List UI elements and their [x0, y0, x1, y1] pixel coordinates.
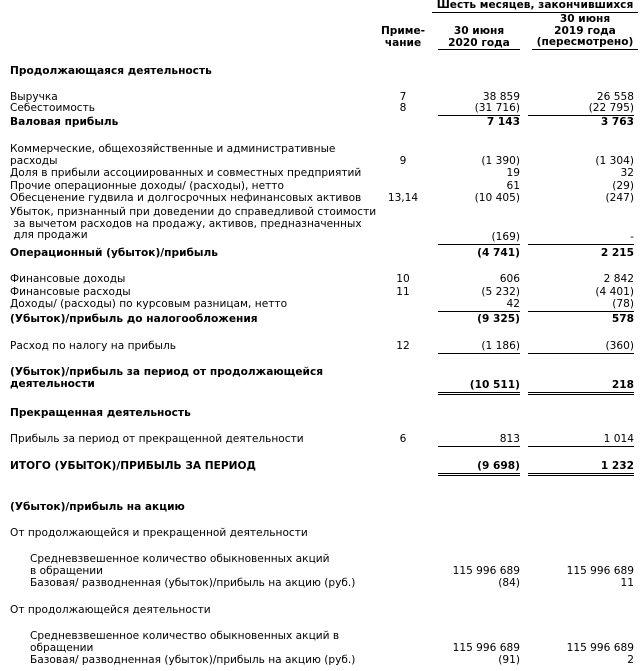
- sga-note: 9: [399, 155, 407, 167]
- pbt-2019: 578: [611, 313, 634, 325]
- shares-all-2020: 115 996 689: [452, 565, 520, 577]
- period-title: Шесть месяцев, закончившихся: [436, 0, 634, 11]
- tax-label: Расход по налогу на прибыль: [10, 340, 177, 352]
- cost-2019: (22 795): [528, 103, 634, 116]
- total-2019: 1 232: [528, 461, 634, 476]
- gross-2019: 3 763: [600, 116, 634, 128]
- other-op-2020: 61: [506, 180, 520, 192]
- disc-profit-label: Прибыль за период от прекращенной деятельности: [10, 433, 304, 445]
- fin-inc-label: Финансовые доходы: [10, 273, 126, 285]
- gross-label: Валовая прибыль: [10, 116, 119, 128]
- revenue-note: 7: [399, 91, 407, 103]
- pbt-2020: (9 325): [477, 313, 520, 325]
- shares-cont-label: Средневзвешенное количество обыкновенных акций в обращении: [30, 630, 340, 654]
- note-column-header: Приме- чание: [380, 25, 426, 49]
- fin-exp-2019: (4 401): [595, 286, 634, 298]
- section-eps-all: От продолжающейся и прекращенной деятельности: [10, 527, 308, 539]
- revenue-label: Выручка: [10, 91, 58, 103]
- loss-fv-2019: -: [528, 232, 634, 245]
- fin-exp-note: 11: [396, 286, 410, 298]
- column-2019-header: 30 июня 2019 года (пересмотрено): [532, 14, 638, 50]
- total-2020: (9 698): [438, 461, 520, 476]
- fin-inc-note: 10: [396, 273, 410, 285]
- fx-2019: (78): [528, 299, 634, 312]
- eps-cont-label: Базовая/ разводненная (убыток)/прибыль на акцию (руб.): [30, 654, 356, 666]
- gross-2020: 7 143: [486, 116, 520, 128]
- eps-cont-2019: 2: [627, 654, 634, 666]
- loss-fv-2020: (169): [438, 232, 520, 245]
- assoc-label: Доля в прибыли ассоциированных и совместных предприятий: [10, 167, 362, 179]
- loss-fv-label: Убыток, признанный при доведении до справедливой стоимости за вычетом расходов на продажу, активов, предназначенных для продажи: [10, 206, 377, 241]
- cost-label: Себестоимость: [10, 102, 96, 114]
- eps-all-label: Базовая/ разводненная (убыток)/прибыль на акцию (руб.): [30, 577, 356, 589]
- section-eps: (Убыток)/прибыль на акцию: [10, 501, 185, 513]
- impair-2020: (10 405): [474, 192, 520, 204]
- fin-exp-2020: (5 232): [481, 286, 520, 298]
- fin-exp-label: Финансовые расходы: [10, 286, 131, 298]
- pbt-label: (Убыток)/прибыль до налогообложения: [10, 313, 258, 325]
- tax-note: 12: [396, 340, 410, 352]
- tax-2019: (360): [528, 341, 634, 354]
- column-2020-header: 30 июня 2020 года: [438, 26, 520, 50]
- operating-label: Операционный (убыток)/прибыль: [10, 247, 218, 259]
- tax-2020: (1 186): [438, 341, 520, 354]
- impair-2019: (247): [605, 192, 634, 204]
- impair-label: Обесценение гудвила и долгосрочных нефинансовых активов: [10, 192, 362, 204]
- cont-profit-2019: 218: [528, 380, 634, 395]
- operating-2020: (4 741): [477, 247, 520, 259]
- cont-profit-2020: (10 511): [438, 380, 520, 395]
- shares-cont-2019: 115 996 689: [566, 642, 634, 654]
- eps-all-2020: (84): [498, 577, 520, 589]
- other-op-label: Прочие операционные доходы/ (расходы), нетто: [10, 180, 284, 192]
- operating-2019: 2 215: [600, 247, 634, 259]
- shares-all-2019: 115 996 689: [566, 565, 634, 577]
- fin-inc-2019: 2 842: [603, 273, 634, 285]
- revenue-2020: 38 859: [482, 91, 520, 103]
- shares-cont-2020: 115 996 689: [452, 642, 520, 654]
- assoc-2020: 19: [506, 167, 520, 179]
- fx-label: Доходы/ (расходы) по курсовым разницам, нетто: [10, 298, 288, 310]
- cost-2020: (31 716): [438, 103, 520, 116]
- fin-inc-2020: 606: [499, 273, 520, 285]
- cont-profit-label: (Убыток)/прибыль за период от продолжающейся деятельности: [10, 366, 324, 390]
- disc-profit-2020: 813: [438, 434, 520, 447]
- disc-profit-2019: 1 014: [528, 434, 634, 447]
- shares-all-label: Средневзвешенное количество обыкновенных акций в обращении: [30, 553, 330, 577]
- sga-2020: (1 390): [481, 155, 520, 167]
- eps-cont-2020: (91): [498, 654, 520, 666]
- other-op-2019: (29): [612, 180, 634, 192]
- revenue-2019: 26 558: [596, 91, 634, 103]
- assoc-2019: 32: [620, 167, 634, 179]
- eps-all-2019: 11: [620, 577, 634, 589]
- total-label: ИТОГО (УБЫТОК)/ПРИБЫЛЬ ЗА ПЕРИОД: [10, 460, 256, 472]
- cost-note: 8: [399, 102, 407, 114]
- sga-2019: (1 304): [595, 155, 634, 167]
- section-continuing: Продолжающаяся деятельность: [10, 65, 212, 77]
- section-eps-cont: От продолжающейся деятельности: [10, 604, 211, 616]
- impair-note: 13,14: [387, 192, 419, 204]
- section-discontinued: Прекращенная деятельность: [10, 407, 191, 419]
- fx-2020: 42: [438, 299, 520, 312]
- disc-profit-note: 6: [399, 433, 407, 445]
- sga-label: Коммерческие, общехозяйственные и административные расходы: [10, 143, 336, 167]
